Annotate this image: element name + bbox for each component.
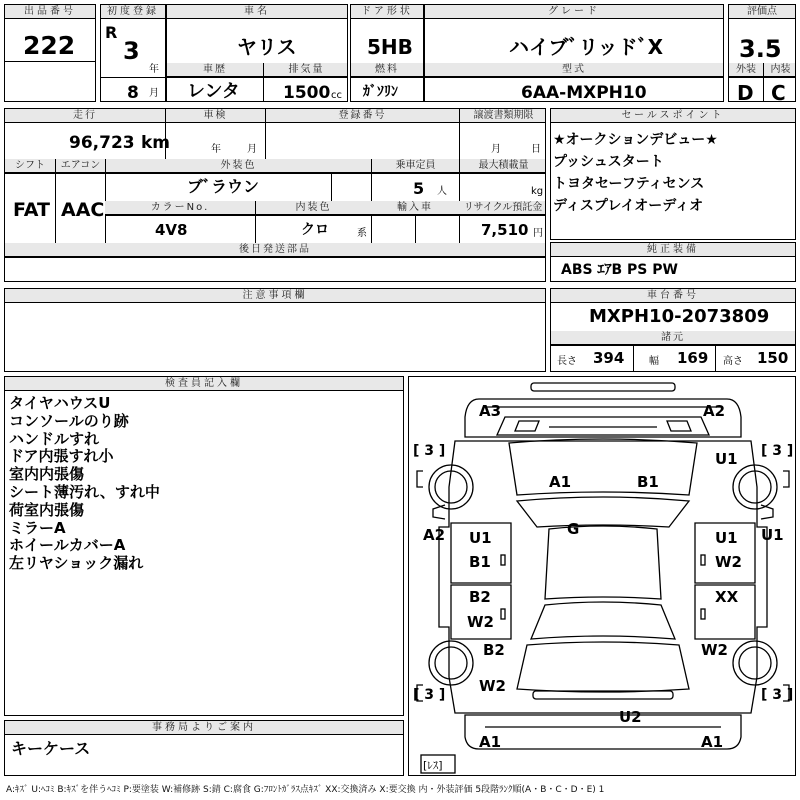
inspector-line: ホイールカバーA	[9, 536, 126, 555]
chassis-box	[550, 288, 796, 372]
score-label: 評価点	[729, 5, 795, 19]
transfer-month-unit: 月	[491, 144, 501, 155]
mileage-label: 走行	[5, 109, 165, 123]
car-name-label: 車名	[167, 5, 347, 19]
car-name: ヤリス	[237, 35, 297, 59]
inspector-line: 荷室内張傷	[9, 500, 85, 519]
dmg-seat-left: A1	[549, 473, 572, 491]
fuel-label: 燃料	[351, 63, 423, 77]
tire-rl-grade: [ 3 ]	[413, 687, 446, 703]
width-value: 169	[677, 349, 709, 367]
dmg-door-lr-1: B2	[469, 588, 491, 606]
sales-point-1: ★オークションデビュー★	[553, 132, 718, 148]
interior-color: クロ	[301, 222, 329, 238]
dmg-right-fender: U1	[761, 526, 784, 544]
dmg-door-lr-2: W2	[467, 613, 494, 631]
info-grid	[4, 108, 546, 282]
equipment-box	[550, 242, 796, 282]
dmg-rear-left-2: W2	[479, 677, 506, 695]
model-label: 型式	[425, 63, 723, 77]
sales-point-2: プッシュスタート	[553, 154, 664, 170]
registration-year: 3	[123, 37, 140, 65]
score: 3.5	[739, 35, 782, 63]
tire-rr-grade: [ 3 ]	[761, 687, 794, 703]
inspector-line: 室内内張傷	[9, 465, 85, 484]
recycle-label: リサイクル預託金	[459, 201, 546, 215]
inspection-month-unit: 月	[247, 144, 257, 155]
load-label: 最大積載量	[459, 159, 546, 173]
score-box	[728, 4, 796, 102]
transfer-day-unit: 日	[531, 144, 541, 155]
chassis-number: MXPH10-2073809	[589, 306, 770, 327]
regno-label: 登録番号	[265, 109, 459, 123]
registration-era: R	[105, 23, 118, 42]
inspection-year-unit: 年	[211, 144, 221, 155]
car-name-box	[166, 4, 348, 102]
inspector-line: 左リヤショック漏れ	[9, 554, 144, 573]
interior-color-unit: 系	[357, 228, 367, 239]
notes-label: 注意事項欄	[5, 289, 545, 303]
dmg-rear-center: U2	[619, 708, 642, 726]
equipment-label: 純正装備	[551, 243, 795, 257]
sales-point-3: トヨタセーフティセンス	[553, 176, 705, 192]
door-type: 5HB	[367, 35, 413, 59]
transfer-label: 譲渡書類期限	[459, 109, 546, 123]
dmg-left-fender: A2	[423, 526, 446, 544]
recycle-fee: 7,510	[481, 221, 529, 239]
color-no-label: カラーNo.	[105, 201, 255, 215]
sales-point-4: ディスプレイオーディオ	[553, 198, 704, 214]
length-value: 394	[593, 349, 625, 367]
lot-box	[4, 4, 96, 102]
car-history: レンタ	[187, 81, 240, 102]
dmg-door-rf-2: W2	[715, 553, 742, 571]
interior-color-label: 内装色	[255, 201, 371, 215]
door-label: ドア形状	[351, 5, 423, 19]
dmg-bumper-left: A1	[479, 733, 502, 751]
door-box	[350, 4, 424, 102]
dmg-door-lf-2: B1	[469, 553, 491, 571]
history-label: 車歴	[167, 63, 263, 77]
grade: ハイブﾞリッドﾞX	[509, 35, 664, 59]
lot-label: 出品番号	[5, 5, 95, 19]
damage-legend: A:ｷｽﾞ U:ﾍｺﾐ B:ｷｽﾞを伴うﾍｺﾐ P:要塗装 W:補修跡 S:錆 C:腐食 G:ﾌﾛﾝﾄｶﾞﾗｽ点ｷｽﾞ XX:交換済み X:要交換 内・外装評価 5段階ﾗﾝｸ順(A・B・C・D・E) 1	[6, 785, 605, 795]
spec-label: 諸元	[551, 331, 795, 345]
inspector-line: タイヤハウスU	[9, 394, 111, 412]
fuel-type: ｶﾞｿﾘﾝ	[363, 84, 398, 100]
inspector-line: コンソールのり跡	[9, 411, 129, 430]
import-label: 輸入車	[371, 201, 459, 215]
body-color: ブﾞラウン	[187, 177, 260, 196]
equipment-list: ABS ｴｱB PS PW	[561, 262, 678, 278]
shift: FAT	[13, 199, 50, 221]
color-label: 外装色	[105, 159, 371, 173]
height-value: 150	[757, 349, 789, 367]
width-label: 幅	[649, 356, 659, 367]
capacity: 5	[413, 179, 425, 198]
office-label: 事務局よりご案内	[5, 721, 403, 735]
ac-label: エアコン	[55, 159, 105, 173]
lot-number: 222	[23, 31, 76, 60]
dmg-front-left: A3	[479, 402, 502, 420]
grade-label: グレード	[425, 5, 723, 19]
office-note: キーケース	[11, 739, 91, 758]
interior-grade: C	[771, 81, 786, 102]
recycle-unit: 円	[533, 228, 543, 239]
dmg-front-right-fender-top: U1	[715, 450, 738, 468]
inspector-line: ミラーA	[9, 518, 66, 537]
registration-year-unit: 年	[149, 64, 159, 75]
dmg-front-right: A2	[703, 402, 726, 420]
inspector-line: シート薄汚れ、すれ中	[9, 482, 160, 501]
chassis-label: 車台番号	[551, 289, 795, 303]
exterior-label: 外装	[729, 63, 763, 77]
exterior-grade: D	[737, 81, 754, 102]
car-diagram-box	[408, 376, 796, 776]
interior-label: 内装	[763, 63, 796, 77]
capacity-unit: 人	[437, 186, 447, 197]
dmg-bumper-right: A1	[701, 733, 724, 751]
mileage-unit: km	[141, 133, 171, 153]
tire-fr-grade: [ 3 ]	[761, 443, 794, 459]
dmg-roof: G	[567, 520, 580, 538]
registration-box	[100, 4, 166, 102]
registration-label: 初度登録	[101, 5, 165, 19]
length-label: 長さ	[557, 356, 577, 367]
dmg-rear-right: W2	[701, 641, 728, 659]
color-number: 4V8	[155, 221, 188, 239]
inspector-box	[4, 376, 404, 716]
registration-month: 8	[127, 83, 139, 102]
dmg-door-rf-1: U1	[715, 529, 738, 547]
office-box	[4, 720, 404, 776]
inspector-line: ドア内張すれ小	[9, 447, 114, 466]
model-code: 6AA-MXPH10	[521, 83, 647, 102]
mileage: 96,723	[69, 133, 135, 153]
inspector-line: ハンドルすれ	[9, 429, 100, 448]
dmg-seat-right: B1	[637, 473, 659, 491]
air-conditioner: AAC	[61, 199, 105, 221]
registration-month-unit: 月	[149, 88, 159, 99]
capacity-label: 乗車定員	[371, 159, 459, 173]
later-parts-label: 後日発送部品	[5, 243, 545, 257]
notes-box	[4, 288, 546, 372]
inspector-label: 検査員記入欄	[5, 377, 403, 391]
spare-tire: [ﾚｽ]	[423, 759, 443, 772]
car-diagram	[409, 377, 796, 776]
shift-label: シフト	[5, 159, 55, 173]
load-unit: kg	[531, 186, 544, 197]
sales-point-label: セールスポイント	[551, 109, 795, 123]
tire-fl-grade: [ 3 ]	[413, 443, 446, 459]
inspection-label: 車検	[165, 109, 265, 123]
height-label: 高さ	[723, 356, 743, 367]
displacement: 1500	[283, 83, 331, 102]
displacement-label: 排気量	[263, 63, 348, 77]
dmg-rear-left-1: B2	[483, 641, 505, 659]
sales-point-box	[550, 108, 796, 240]
grade-box	[424, 4, 724, 102]
dmg-door-lf-1: U1	[469, 529, 492, 547]
displacement-unit: cc	[331, 90, 342, 101]
dmg-door-rr: XX	[715, 588, 739, 606]
